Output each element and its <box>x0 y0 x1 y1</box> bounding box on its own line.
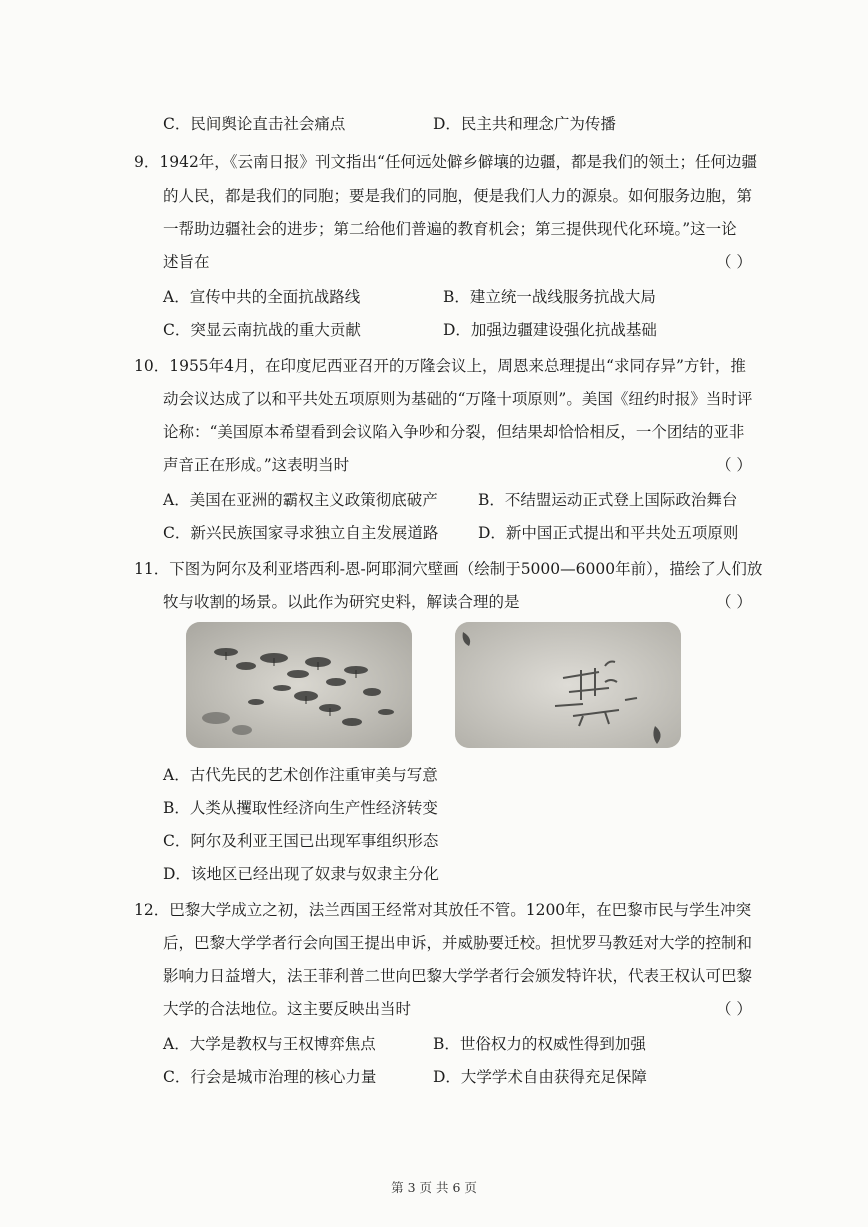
q9-option-d: D．加强边疆建设强化抗战基础 <box>443 321 657 339</box>
q12-stem-line-2: 后，巴黎大学学者行会向国王提出申诉，并威胁要迁校。担忧罗马教廷对大学的控制和 <box>163 934 753 952</box>
q11-answer-paren: （ ） <box>716 593 752 611</box>
q9-stem-line-3: 一帮助边疆社会的进步；第二给他们普遍的教育机会；第三提供现代化环境。”这一论 <box>163 220 737 238</box>
q12-option-c: C．行会是城市治理的核心力量 <box>163 1068 377 1086</box>
q12-stem-line-1: 12．巴黎大学成立之初，法兰西国王经常对其放任不管。1200年，在巴黎市民与学生冲突 <box>134 901 752 919</box>
q11-option-c: C．阿尔及利亚王国已出现军事组织形态 <box>163 832 439 850</box>
q10-stem-line-1: 10．1955年4月，在印度尼西亚召开的万隆会议上，周恩来总理提出“求同存异”方针，推 <box>134 357 746 375</box>
q10-option-c: C．新兴民族国家寻求独立自主发展道路 <box>163 524 439 542</box>
q11-option-d: D．该地区已经出现了奴隶与奴隶主分化 <box>163 865 439 883</box>
q9-stem-line-1: 9．1942年，《云南日报》刊文指出“任何远处僻乡僻壤的边疆，都是我们的领土；任何边疆 <box>134 153 757 171</box>
q9-stem-line-4: 述旨在 <box>163 253 210 271</box>
q12-option-d: D．大学学术自由获得充足保障 <box>433 1068 647 1086</box>
q11-option-a: A．古代先民的艺术创作注重审美与写意 <box>163 766 438 784</box>
cave-painting-herding-image <box>186 622 412 748</box>
q10-stem-line-3: 论称：“美国原本希望看到会议陷入争吵和分裂，但结果却恰恰相反，一个团结的亚非 <box>163 423 745 441</box>
q11-stem-line-1: 11．下图为阿尔及利亚塔西利-恩-阿耶洞穴壁画（绘制于5000—6000年前），描绘了人们放 <box>134 560 763 578</box>
q10-stem-line-2: 动会议达成了以和平共处五项原则为基础的“万隆十项原则”。美国《纽约时报》当时评 <box>163 390 753 408</box>
q10-answer-paren: （ ） <box>716 456 752 474</box>
q12-option-b: B．世俗权力的权威性得到加强 <box>433 1035 646 1053</box>
cave-painting-harvest-image <box>455 622 681 748</box>
q10-option-a: A．美国在亚洲的霸权主义政策彻底破产 <box>163 491 438 509</box>
q12-stem-line-4: 大学的合法地位。这主要反映出当时 <box>163 1000 412 1018</box>
q9-answer-paren: （ ） <box>716 253 752 271</box>
q12-answer-paren: （ ） <box>716 1000 752 1018</box>
q10-stem-line-4: 声音正在形成。”这表明当时 <box>163 456 350 474</box>
cave-painting-harvest-illustration <box>455 622 681 748</box>
q9-stem-line-2: 的人民，都是我们的同胞；要是我们的同胞，便是我们人力的源泉。如何服务边胞，第 <box>163 187 753 205</box>
q9-option-b: B．建立统一战线服务抗战大局 <box>443 288 656 306</box>
q11-option-b: B．人类从攫取性经济向生产性经济转变 <box>163 799 438 817</box>
q10-option-d: D．新中国正式提出和平共处五项原则 <box>478 524 739 542</box>
cave-painting-herding-illustration <box>186 622 412 748</box>
q11-stem-line-2: 牧与收割的场景。以此作为研究史料，解读合理的是 <box>163 593 520 611</box>
page-footer: 第 3 页 共 6 页 <box>391 1180 477 1195</box>
q8-option-c: C．民间舆论直击社会痛点 <box>163 115 346 133</box>
q9-option-c: C．突显云南抗战的重大贡献 <box>163 321 361 339</box>
q9-option-a: A．宣传中共的全面抗战路线 <box>163 288 361 306</box>
q10-option-b: B．不结盟运动正式登上国际政治舞台 <box>478 491 738 509</box>
q8-option-d: D．民主共和理念广为传播 <box>433 115 616 133</box>
q12-option-a: A．大学是教权与王权博弈焦点 <box>163 1035 376 1053</box>
q12-stem-line-3: 影响力日益增大，法王菲利普二世向巴黎大学学者行会颁发特许状，代表王权认可巴黎 <box>163 967 753 985</box>
